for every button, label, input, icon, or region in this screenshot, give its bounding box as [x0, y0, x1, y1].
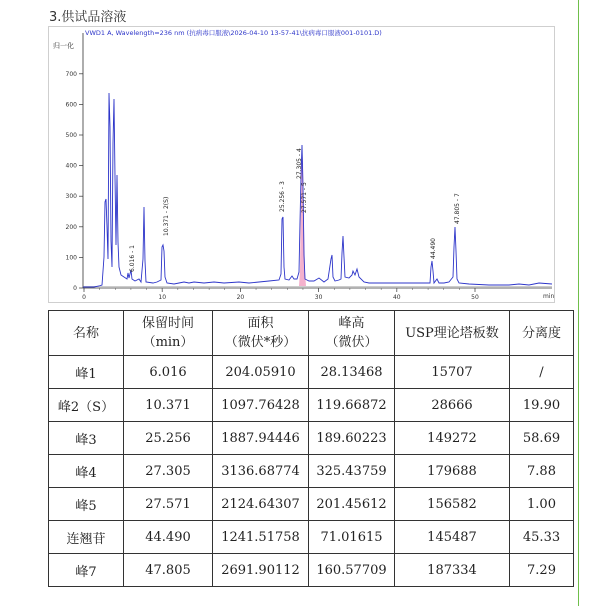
table-row — [49, 389, 574, 422]
cell-peak-height: 201.45612 — [309, 488, 395, 521]
cell-usp-plates: 187334 — [395, 554, 510, 587]
table-row — [49, 488, 574, 521]
cell-usp-plates: 156582 — [395, 488, 510, 521]
header-area: 面积 （微伏*秒） — [213, 311, 309, 356]
section-title: 3.供试品溶液 — [49, 10, 127, 25]
cell-peak-height: 189.60223 — [309, 422, 395, 455]
cell-area: 2691.90112 — [213, 554, 309, 587]
x-axis-ticks — [82, 288, 479, 301]
x-axis-unit: min — [543, 293, 554, 300]
peak-label-6: 44.490 — [430, 238, 437, 259]
y-axis-unit: 归一化 — [53, 42, 74, 50]
cell-usp-plates: 145487 — [395, 521, 510, 554]
header-retention-time: 保留时间 （min） — [124, 311, 213, 356]
chromatogram-svg — [49, 27, 554, 302]
cell-peak-height: 71.01615 — [309, 521, 395, 554]
cell-retention-time: 10.371 — [124, 389, 213, 422]
cell-retention-time: 27.571 — [124, 488, 213, 521]
cell-retention-time: 47.805 — [124, 554, 213, 587]
y-tick-label: 100 — [65, 254, 77, 262]
cell-name: 峰4 — [49, 455, 124, 488]
chromatogram-figure — [48, 26, 555, 303]
cell-area: 1241.51758 — [213, 521, 309, 554]
results-table — [48, 310, 574, 587]
y-tick-label: 300 — [65, 193, 77, 201]
x-tick-label: 50 — [471, 294, 479, 301]
cell-name: 峰5 — [49, 488, 124, 521]
peak-label-4: 27.305 - 4 — [296, 148, 303, 179]
cell-name: 峰7 — [49, 554, 124, 587]
x-tick-label: 30 — [314, 294, 323, 301]
cell-usp-plates: 15707 — [395, 356, 510, 389]
y-tick-label: 0 — [73, 285, 77, 292]
table-header-row — [49, 311, 574, 356]
peak-label-5: 27.571 - 5 — [301, 182, 308, 213]
cell-area: 3136.68774 — [213, 455, 309, 488]
y-axis-ticks — [66, 71, 83, 292]
cell-peak-height: 160.57709 — [309, 554, 395, 587]
cell-name: 峰2（S） — [49, 389, 124, 422]
y-tick-label: 500 — [65, 132, 77, 139]
x-tick-label: 40 — [392, 294, 401, 301]
peak-labels — [129, 148, 461, 272]
table-row — [49, 455, 574, 488]
cell-usp-plates: 28666 — [395, 389, 510, 422]
chromatogram-header: VWD1 A, Wavelength=236 nm (抗病毒口服液\2026-04-10 13-57-41\抗病毒口服液001-0101.D) — [85, 29, 382, 37]
cell-name: 峰3 — [49, 422, 124, 455]
cell-area: 1097.76428 — [213, 389, 309, 422]
cell-resolution: 45.33 — [510, 521, 574, 554]
cell-retention-time: 6.016 — [124, 356, 213, 389]
cell-name: 峰1 — [49, 356, 124, 389]
cell-resolution: / — [510, 356, 574, 389]
x-tick-label: 10 — [158, 294, 167, 301]
peak-label-2: 10.371 - 2(S) — [163, 196, 170, 236]
cell-retention-time: 27.305 — [124, 455, 213, 488]
cell-peak-height: 325.43759 — [309, 455, 395, 488]
cell-area: 1887.94446 — [213, 422, 309, 455]
y-tick-label: 200 — [65, 223, 77, 231]
cell-resolution: 7.29 — [510, 554, 574, 587]
peak-label-3: 25.256 - 3 — [279, 181, 286, 212]
cell-peak-height: 28.13468 — [309, 356, 395, 389]
header-name: 名称 — [49, 311, 124, 356]
cell-usp-plates: 149272 — [395, 422, 510, 455]
table-row — [49, 356, 574, 389]
cell-resolution: 58.69 — [510, 422, 574, 455]
cell-retention-time: 25.256 — [124, 422, 213, 455]
table-row — [49, 521, 574, 554]
cell-area: 204.05910 — [213, 356, 309, 389]
cell-peak-height: 119.66872 — [309, 389, 395, 422]
header-peak-height: 峰高 （微伏） — [309, 311, 395, 356]
cell-resolution: 19.90 — [510, 389, 574, 422]
x-tick-label: 0 — [82, 294, 86, 301]
x-tick-label: 20 — [236, 294, 245, 301]
y-tick-label: 700 — [65, 70, 77, 78]
peak-label-1: 6.016 - 1 — [129, 245, 136, 272]
header-usp-plates: USP理论塔板数 — [395, 311, 510, 356]
peak-label-7: 47.805 - 7 — [454, 193, 461, 224]
table-row — [49, 422, 574, 455]
header-resolution: 分离度 — [510, 311, 574, 356]
cell-name: 连翘苷 — [49, 521, 124, 554]
y-tick-label: 400 — [65, 162, 77, 170]
table-row — [49, 554, 574, 587]
cell-retention-time: 44.490 — [124, 521, 213, 554]
y-tick-label: 600 — [65, 101, 77, 109]
cell-usp-plates: 179688 — [395, 455, 510, 488]
cell-area: 2124.64307 — [213, 488, 309, 521]
chromatogram-trace — [83, 93, 552, 287]
cell-resolution: 1.00 — [510, 488, 574, 521]
cell-resolution: 7.88 — [510, 455, 574, 488]
